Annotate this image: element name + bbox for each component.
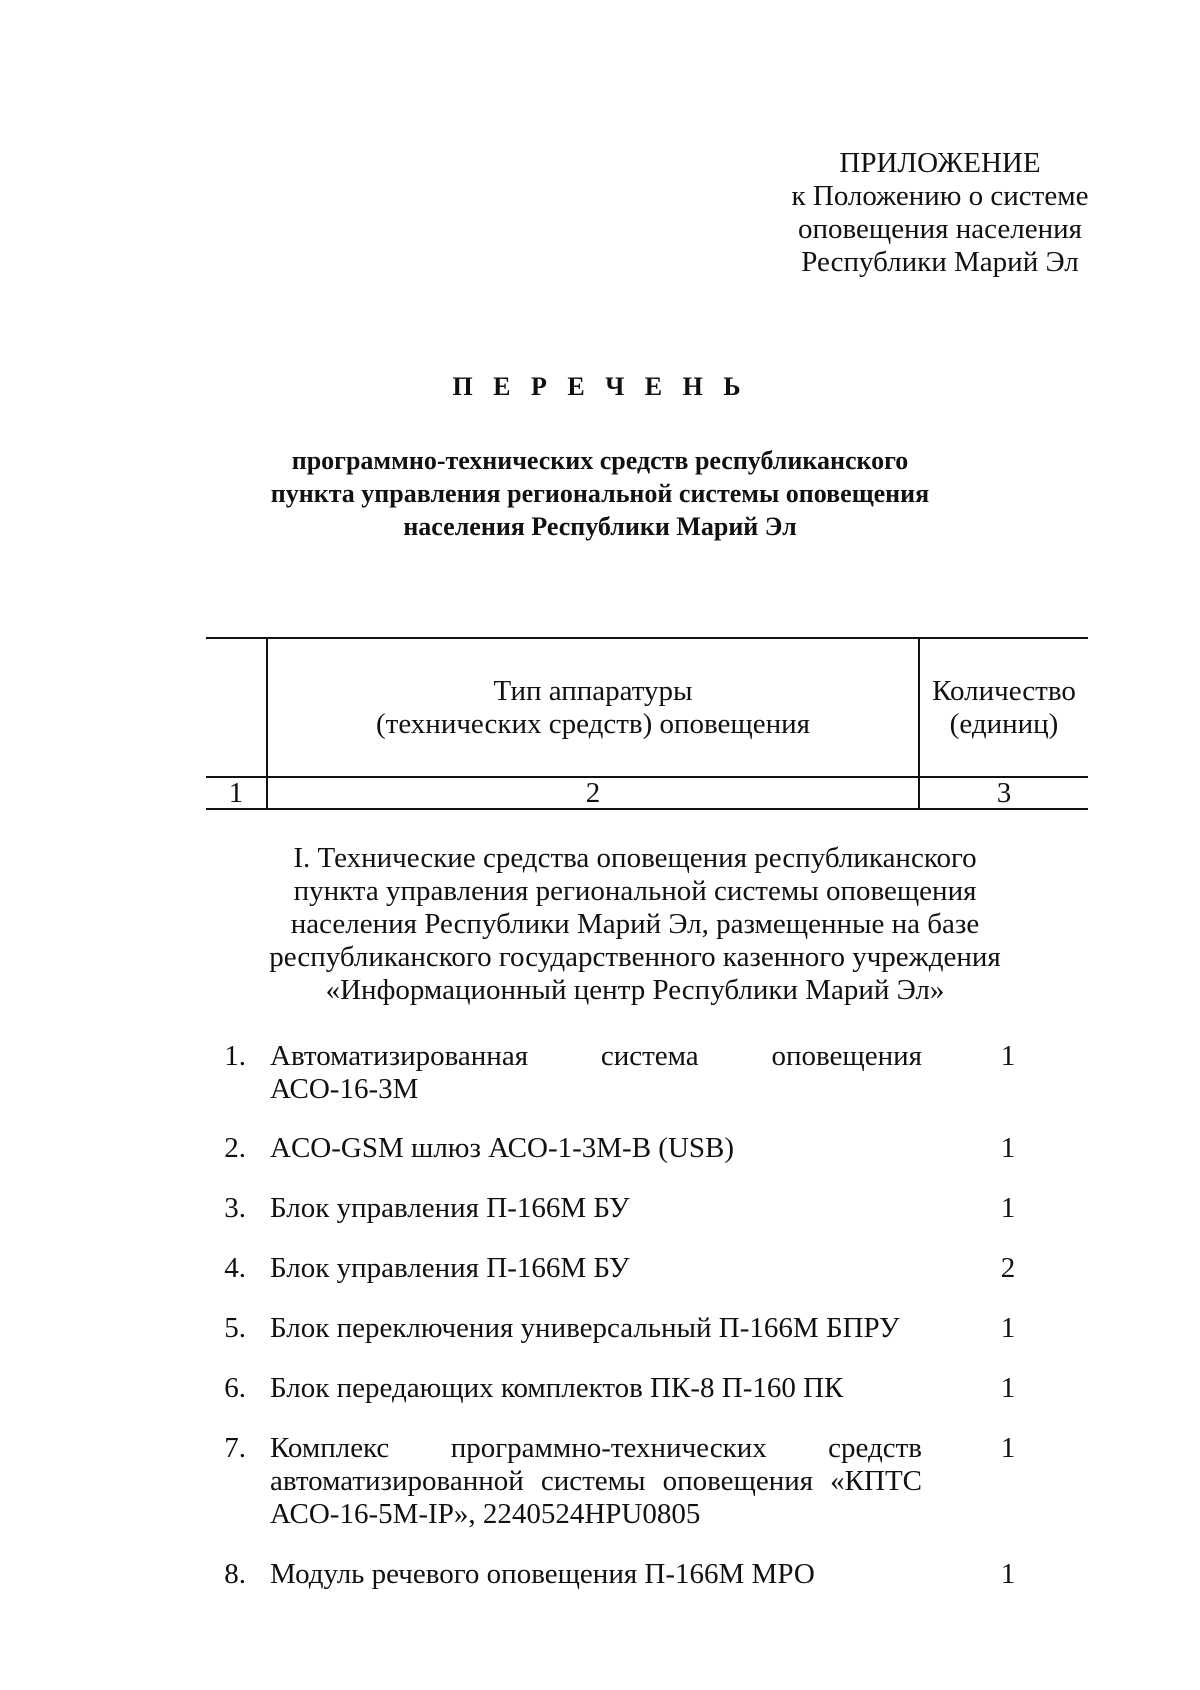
- item-name-line: Модуль речевого оповещения П-166М МРО: [270, 1558, 815, 1590]
- section-heading-line: пункта управления региональной системы оповещения: [293, 875, 977, 907]
- appendix-line: Республики Марий Эл: [801, 246, 1079, 278]
- header-col-number-2: 2: [585, 777, 601, 809]
- item-name-line: Блок переключения универсальный П-166М БПРУ: [270, 1312, 900, 1344]
- table-header: [206, 637, 1088, 809]
- document-title: П Е Р Е Ч Е Н Ь: [452, 372, 748, 401]
- item-name: [270, 1558, 922, 1591]
- item-number: 6.: [224, 1372, 246, 1404]
- subtitle-line: населения Республики Марий Эл: [403, 512, 797, 541]
- header-col-quantity-line: Количество: [932, 675, 1076, 707]
- item-name-line: АСО-16-5М-IP», 2240524HPU0805: [270, 1498, 701, 1530]
- item-name: [270, 1132, 922, 1165]
- item-name-line: Блок передающих комплектов ПК-8 П-160 ПК: [270, 1372, 844, 1404]
- subtitle-line: программно-технических средств республиканского: [291, 446, 909, 475]
- item-name: [270, 1040, 922, 1106]
- header-col-type-line: Тип аппаратуры: [493, 675, 693, 707]
- item-name-line: АСО-16-3М: [270, 1073, 419, 1105]
- appendix-line: оповещения населения: [798, 213, 1082, 245]
- appendix-title: ПРИЛОЖЕНИЕ: [839, 147, 1041, 179]
- item-name: [270, 1372, 922, 1405]
- document-title-block: [180, 372, 1020, 402]
- item-number: 1.: [224, 1040, 246, 1072]
- section-heading: [240, 842, 1030, 1007]
- section-heading-line: I. Технические средства оповещения республиканского: [293, 842, 977, 874]
- item-quantity: 1: [1000, 1432, 1016, 1464]
- section-heading-line: «Информационный центр Республики Марий Эл»: [325, 974, 945, 1006]
- item-number: 4.: [224, 1252, 246, 1284]
- item-number: 8.: [224, 1558, 246, 1590]
- table-top-rule: [206, 637, 1088, 639]
- item-quantity: 2: [1000, 1252, 1016, 1284]
- item-name: [270, 1312, 922, 1345]
- item-quantity: 1: [1000, 1132, 1016, 1164]
- item-name: [270, 1192, 922, 1225]
- section-heading-line: республиканского государственного казенного учреждения: [269, 941, 1001, 973]
- item-number: 5.: [224, 1312, 246, 1344]
- header-col-quantity: [920, 675, 1088, 741]
- item-name: [270, 1252, 922, 1285]
- item-name-line: ACO-GSM шлюз АСО-1-3М-В (USB): [270, 1132, 735, 1164]
- item-quantity: 1: [1000, 1040, 1016, 1072]
- header-col-number-1: 1: [228, 777, 244, 809]
- header-col-number-3: 3: [996, 777, 1012, 809]
- section-heading-line: населения Республики Марий Эл, размещенные на базе: [290, 908, 980, 940]
- appendix-block: [790, 147, 1090, 279]
- appendix-line: к Положению о системе: [791, 180, 1089, 212]
- item-quantity: 1: [1000, 1192, 1016, 1224]
- header-col-type: [268, 675, 918, 741]
- item-number: 7.: [224, 1432, 246, 1464]
- item-number: 2.: [224, 1132, 246, 1164]
- item-name-line: Комплекс программно-технических средств: [270, 1432, 922, 1464]
- document-subtitle: [180, 444, 1020, 543]
- item-quantity: 1: [1000, 1558, 1016, 1590]
- item-quantity: 1: [1000, 1312, 1016, 1344]
- header-col-quantity-line: (единиц): [949, 708, 1059, 740]
- item-name-line: Блок управления П-166М БУ: [270, 1192, 630, 1224]
- subtitle-line: пункта управления региональной системы оповещения: [270, 479, 930, 508]
- item-name-line: Блок управления П-166М БУ: [270, 1252, 630, 1284]
- item-name-line: Автоматизированная система оповещения: [270, 1040, 922, 1072]
- item-name: [270, 1432, 922, 1531]
- item-name-line: автоматизированной системы оповещения «КПТС: [270, 1465, 922, 1497]
- header-col-type-line: (технических средств) оповещения: [375, 708, 811, 740]
- item-number: 3.: [224, 1192, 246, 1224]
- item-quantity: 1: [1000, 1372, 1016, 1404]
